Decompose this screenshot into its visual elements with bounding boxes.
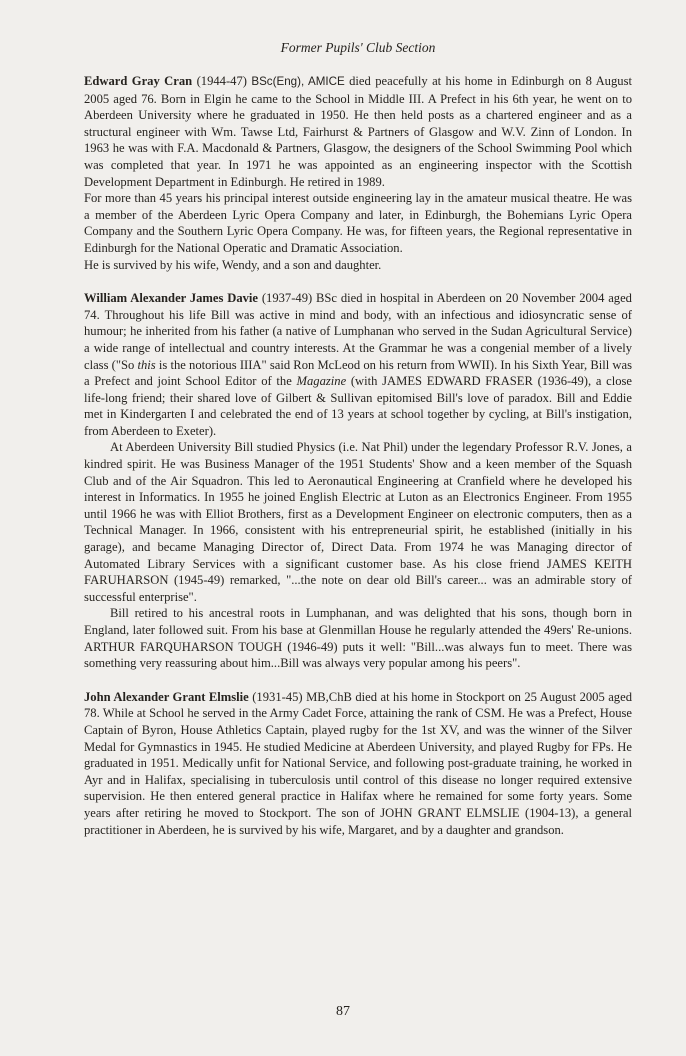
paragraph: [84, 290, 632, 439]
obituary-years: (1931-45): [248, 689, 307, 704]
paragraph: [84, 73, 632, 190]
obituary-name: William Alexander James Davie: [84, 291, 259, 306]
obituary-cran: [84, 73, 632, 273]
obituary-text: died at his home in Stockport on 25 August 2005 aged 78. While at School he served in the Army Cadet Force, attaining the rank of CSM. He was a Prefect, House Captain of Byron, House Athletics Captain, played rugby for the 1st XV, and was the winner of the Silver Medal for Gymnastics in 1945. He studied Medicine at Aberdeen University, and played Rugby for FPs. He graduated in 1951. Medically unfit for National Service, and following post-graduate training, he worked in Ayr and in Halifax, specialising in tuberculosis until control of this disease no longer required extensive supervision. He then entered general practice in Halifax where he remained for some forty years. Some years after retiring he moved to Stockport. The son of JOHN GRANT ELMSLIE (1904-13), a general practitioner in Aberdeen, he is survived by his wife, Margaret, and by a daughter and grandson.: [84, 689, 632, 837]
paragraph: For more than 45 years his principal interest outside engineering lay in the amateur musical theatre. He was a member of the Aberdeen Lyric Opera Company and later, in Edinburgh, the Bohemians Lyric Opera Company and the Southern Lyric Opera Company. He was, for fifteen years, the Regional representative in Edinburgh for the National Operatic and Dramatic Association.: [84, 191, 632, 255]
paragraph: Bill retired to his ancestral roots in Lumphanan, and was delighted that his sons, though born in England, later followed suit. From his base at Glenmillan House he regularly attended the 49ers' Re-unions. ARTHUR FARQUHARSON TOUGH (1946-49) puts it well: "Bill...was always fun to meet. There was something very reassuring about him...Bill was always very popular among his peers".: [84, 606, 632, 671]
obituary-text: died peacefully at his home in Edinburgh on 8 August 2005 aged 76. Born in Elgin he came to the School in Middle III. A Prefect in his 6th year, he went on to Aberdeen University where he graduated in 1950. He then held posts as a chartered engineer and as a structural engineer with Wm. Tawse Ltd, Fairhurst & Partners of Glasgow and W.V. Zinn of London. In 1963 he was with F.A. Macdonald & Partners, Glasgow, the designers of the School Swimming Pool which was completed that year. In 1971 he was appointed as an engineering inspector with the Scottish Development Department in Edinburgh. He retired in 1989.: [84, 74, 632, 189]
obituary-qualifications: BSc: [316, 291, 338, 306]
obituary-name: John Alexander Grant Elmslie: [84, 689, 249, 704]
obituary-text: (with JAMES EDWARD FRASER (1936-49), a close life-long friend; their shared love of Gilbert & Sullivan epitomised Bill's love of paradox. Bill and Eddie met in Kindergarten I and celebrated the end of 13 years at school together by cycling, at Bill's instigation, from Aberdeen to Exeter).: [84, 374, 632, 438]
emphasis: this: [137, 357, 156, 372]
obituary-name: Edward Gray Cran: [84, 74, 193, 88]
magazine-title: Magazine: [296, 374, 347, 389]
obituary-qualifications: BSc(Eng), AMICE: [251, 75, 345, 88]
obituary-qualifications: MB,ChB: [306, 689, 352, 704]
paragraph: He is survived by his wife, Wendy, and a son and daughter.: [84, 257, 382, 272]
obituary-years: (1944-47): [192, 74, 252, 88]
obituary-years: (1937-49): [258, 291, 317, 306]
page-number: 87: [336, 1004, 350, 1019]
obituary-text: is the notorious IIIA" said Ron McLeod on his return from WWII). In his Sixth Year, Bill was a Prefect and joint School Editor of the: [84, 357, 632, 389]
obituary-davie: [84, 290, 632, 672]
paragraph: [84, 689, 632, 838]
running-head: Former Pupils' Club Section: [280, 40, 436, 55]
paragraph: At Aberdeen University Bill studied Physics (i.e. Nat Phil) under the legendary Professor R.V. Jones, a kindred spirit. He was Business Manager of the 1951 Students' Show and a keen member of the Squash Club and of the Air Squadron. This led to Aeronautical Engineering at Cranfield where he developed his interest in Informatics. In 1955 he joined English Electric at Luton as an Electronics Engineer. From 1955 until 1966 he was with Elliot Brothers, first as a Development Engineer on electronic computers, then as a Technical Manager. In 1966, consistent with his entrepreneurial spirit, he established (initially in his garage), and became Managing Director of, Direct Data. From 1974 he was Managing director of Automated Library Services with a significant customer base. As his close friend JAMES KEITH FARUHARSON (1945-49) remarked, "...the note on dear old Bill's career... was an admirable story of successful enterprise".: [84, 440, 632, 604]
obituary-text: died in hospital in Aberdeen on 20 November 2004 aged 74. Throughout his life Bill was active in mind and body, with an infectious and idiosyncratic sense of humour; he inherited from his father (a native of Lumphanan who served in the Sudan Agricultural Service) a wide range of intellectual and country interests. At the Grammar he was a congenial member of a lively class ("So: [84, 291, 632, 372]
obituary-elmslie: [84, 689, 632, 838]
